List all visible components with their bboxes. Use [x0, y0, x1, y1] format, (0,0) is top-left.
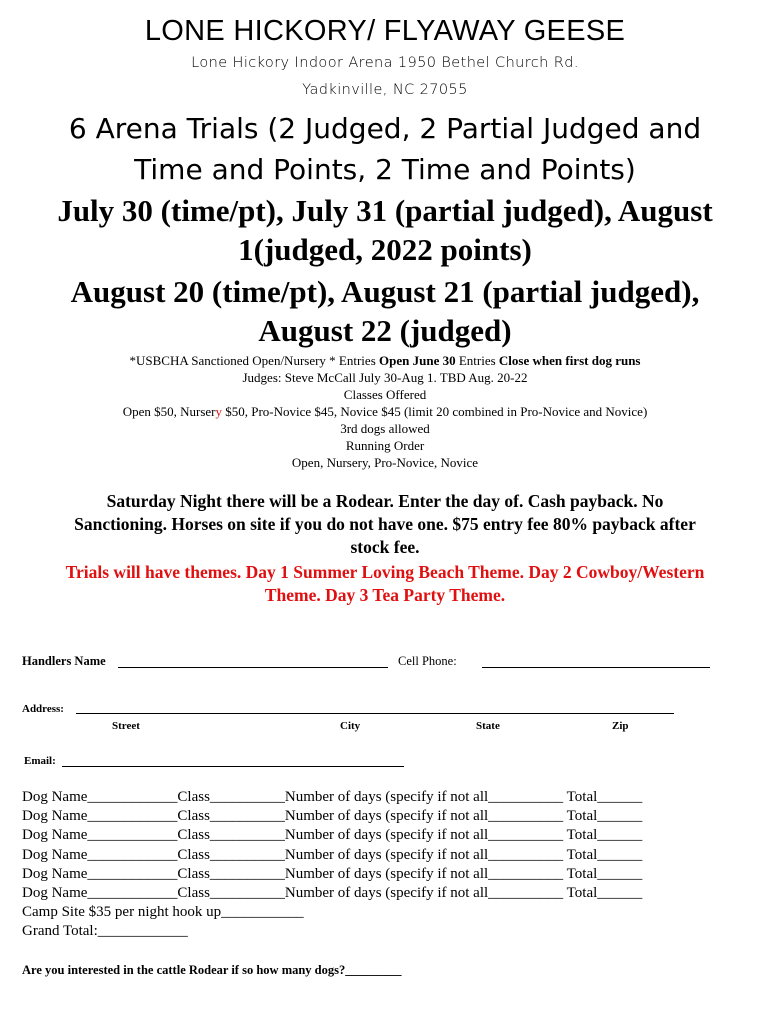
rodear-line2: Sanctioning. Horses on site if you do not have one. $75 entry fee 80% payback after: [74, 514, 696, 534]
classes-heading: Classes Offered: [343, 387, 427, 402]
camp-site-line[interactable]: Camp Site $35 per night hook up___________: [22, 904, 304, 921]
handler-name-field[interactable]: [118, 667, 388, 668]
rodear-line3: stock fee.: [350, 537, 420, 557]
rodear-question[interactable]: Are you interested in the cattle Rodear if so how many dogs?_________: [22, 963, 402, 977]
cell-phone-field[interactable]: [482, 667, 710, 668]
city-label: City: [340, 720, 361, 732]
street-label: Street: [112, 720, 140, 732]
fees-line: [0, 403, 770, 420]
zip-label: Zip: [612, 720, 629, 732]
handler-name-label: Handlers Name: [22, 654, 106, 668]
state-label: State: [476, 720, 500, 732]
themes-line1: Trials will have themes. Day 1 Summer Loving Beach Theme. Day 2 Cowboy/Western: [65, 562, 705, 582]
sanction-text: *USBCHA Sanctioned Open/Nursery * Entries: [129, 353, 380, 368]
dog-entry-list: [22, 788, 722, 942]
page-title: LONE HICKORY/ FLYAWAY GEESE: [144, 15, 626, 47]
rodear-line1: Saturday Night there will be a Rodear. Enter the day of. Cash payback. No: [106, 491, 664, 511]
email-label: Email:: [24, 755, 56, 767]
sanction-line: [0, 352, 770, 369]
trial-info-block: [0, 352, 770, 471]
address-label: Address:: [22, 703, 64, 715]
entries-open-date: Open June 30: [379, 353, 456, 368]
themes-line2: Theme. Day 3 Tea Party Theme.: [264, 585, 506, 605]
dog-entry-row[interactable]: Dog Name____________Class__________Number of days (specify if not all__________ Total______: [22, 789, 643, 805]
dog-entry-row[interactable]: Dog Name____________Class__________Number of days (specify if not all__________ Total______: [22, 827, 643, 844]
dates-line4: August 22 (judged): [258, 313, 512, 348]
dates-line3: August 20 (time/pt), August 21 (partial judged),: [70, 274, 700, 309]
dog-entry-row[interactable]: Dog Name____________Class__________Number of days (specify if not all__________ Total______: [22, 808, 643, 825]
dog-entry-row[interactable]: Dog Name____________Class__________Number of days (specify if not all__________ Total______: [22, 865, 643, 882]
running-order-heading: Running Order: [345, 438, 425, 453]
themes-notice: [10, 561, 760, 607]
dog-entry-row[interactable]: Dog Name____________Class__________Number of days (specify if not all__________ Total______: [22, 846, 643, 863]
running-order-line: Open, Nursery, Pro-Novice, Novice: [291, 455, 479, 470]
entries-close-text: Close when first dog runs: [498, 353, 641, 368]
venue-address-line2: Yadkinville, NC 27055: [302, 82, 468, 98]
entries-text: Entries: [455, 353, 499, 368]
address-field[interactable]: [76, 713, 674, 714]
grand-total-line[interactable]: Grand Total:____________: [22, 923, 188, 940]
trials-heading-line1: 6 Arena Trials (2 Judged, 2 Partial Judged and: [68, 112, 702, 145]
cell-phone-label: Cell Phone:: [398, 654, 457, 668]
fees-text-c: $50, Pro-Novice $45, Novice $45 (limit 20 combined in Pro-Novice and Novice): [221, 404, 648, 419]
judges-line: Judges: Steve McCall July 30-Aug 1. TBD Aug. 20-22: [242, 370, 528, 385]
third-dogs-line: 3rd dogs allowed: [340, 421, 430, 436]
dates-line1: July 30 (time/pt), July 31 (partial judged), August: [57, 193, 713, 228]
fees-text-red: y: [215, 404, 222, 419]
rodear-notice: [20, 490, 750, 559]
dates-line2: 1(judged, 2022 points): [238, 232, 532, 267]
trials-heading-line2: Time and Points, 2 Time and Points): [134, 153, 636, 186]
email-field[interactable]: [62, 766, 404, 767]
dog-entry-row[interactable]: Dog Name____________Class__________Number of days (specify if not all__________ Total______: [22, 884, 643, 901]
fees-text-a: Open $50, Nurser: [122, 404, 216, 419]
venue-address-line1: Lone Hickory Indoor Arena 1950 Bethel Church Rd.: [191, 55, 579, 71]
